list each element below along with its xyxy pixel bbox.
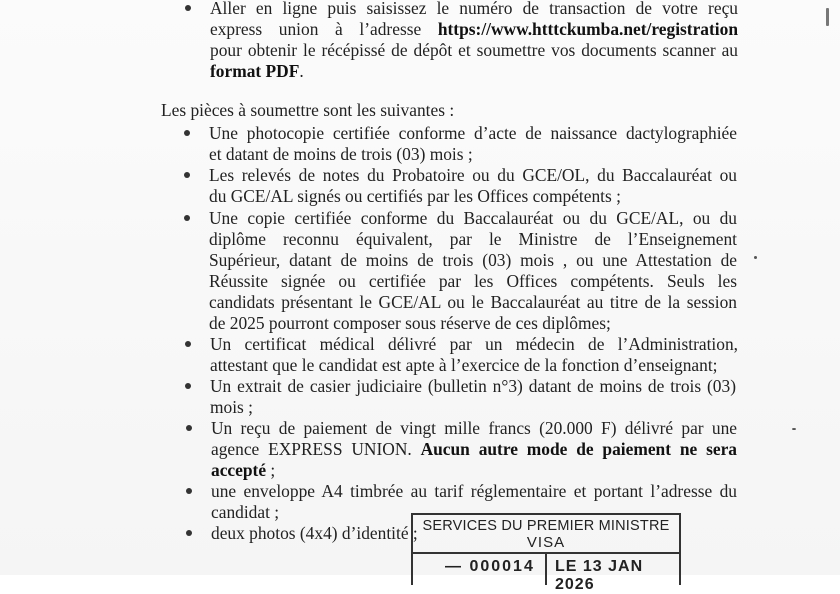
bullet-icon [186,530,192,536]
text-line: pour obtenir le récépissé de dépôt et soumettre vos documents scanner au [210,40,738,60]
list-item-transcripts [209,165,737,207]
format-pdf-text: format PDF [210,61,300,81]
stamp-divider [545,552,547,585]
payment-warning-end: accepté [211,460,267,480]
text-line: candidats présentant le GCE/AL ou le Baccalauréat au titre de la session [209,292,737,312]
scan-speck [754,256,757,259]
registration-url: https://www.htttckumba.net/registration [437,19,738,39]
text-fragment: agence EXPRESS UNION. [211,439,421,459]
text-line: Supérieur, datant de moins de trois (03) mois , ou une Attestation de [209,250,737,270]
scan-speck [792,428,796,430]
list-item-criminal-record [210,376,736,418]
list-item-photos [211,523,431,544]
text-line: Une copie certifiée conforme du Baccalauréat ou du GCE/AL, ou du [209,208,737,228]
text-line: deux photos (4x4) d’identité ; [211,523,418,543]
text-line: Réussite signée ou certifiée par les Offices compétents. Seuls les [209,271,737,291]
list-item-diploma-copy [209,208,737,334]
text-line: Un reçu de paiement de vingt mille francs (20.000 F) délivré par une [211,418,737,438]
bullet-icon [184,215,190,221]
bullet-icon [186,425,192,431]
text-line [211,439,737,460]
list-item-birth-certificate [209,123,737,165]
text-line [210,19,738,40]
text-line: Un certificat médical délivré par un médecin de l’Administration, [210,334,738,354]
text-line: de 2025 pourront composer sous réserve de ces diplômes; [209,313,611,333]
list-item-payment-receipt [211,418,737,481]
text-line: Un extrait de casier judiciaire (bulletin n°3) datant de moins de trois (03) [210,376,736,396]
payment-warning: Aucun autre mode de paiement ne sera [420,439,737,459]
text-line [211,460,737,481]
text-line [210,61,738,82]
scan-speck [826,8,829,26]
stamp-title: SERVICES DU PREMIER MINISTRE [422,518,670,534]
bullet-icon [186,488,192,494]
list-item-medical-certificate [210,334,738,376]
text-line: mois ; [210,397,254,417]
bullet-icon [185,383,191,389]
text-line: du GCE/AL signés ou certifiés par les Offices compétents ; [209,186,621,206]
official-visa-stamp [411,513,681,593]
text-line: diplôme reconnu équivalent, par le Ministre de l’Enseignement [209,229,737,249]
text-fragment: express union à l’adresse [210,19,438,39]
text-line: candidat ; [211,502,280,522]
bullet-icon [185,341,191,347]
text-line: Une photocopie certifiée conforme d’acte de naissance dactylographiée [209,123,737,143]
text-line: attestant que le candidat est apte à l’exercice de la fonction d’enseignant; [210,355,718,375]
stamp-number: — 000014 [445,558,535,575]
list-item-online-registration [210,0,738,82]
bullet-icon [184,130,190,136]
text-line: Aller en ligne puis saisissez le numéro de transaction de votre reçu [210,0,738,18]
stamp-visa-label: VISA [526,534,566,551]
text-fragment: . [299,61,304,81]
documents-intro: Les pièces à soumettre sont les suivantes : [161,100,455,120]
stamp-date: LE 13 JAN 2026 [555,558,644,593]
text-line: une enveloppe A4 timbrée au tarif réglementaire et portant l’adresse du [211,481,737,501]
text-fragment: ; [266,460,276,480]
text-line: et datant de moins de trois (03) mois ; [209,144,473,164]
bullet-icon [184,172,190,178]
bullet-icon [185,5,191,11]
text-line: Les relevés de notes du Probatoire ou du GCE/OL, du Baccalauréat ou [209,165,737,185]
